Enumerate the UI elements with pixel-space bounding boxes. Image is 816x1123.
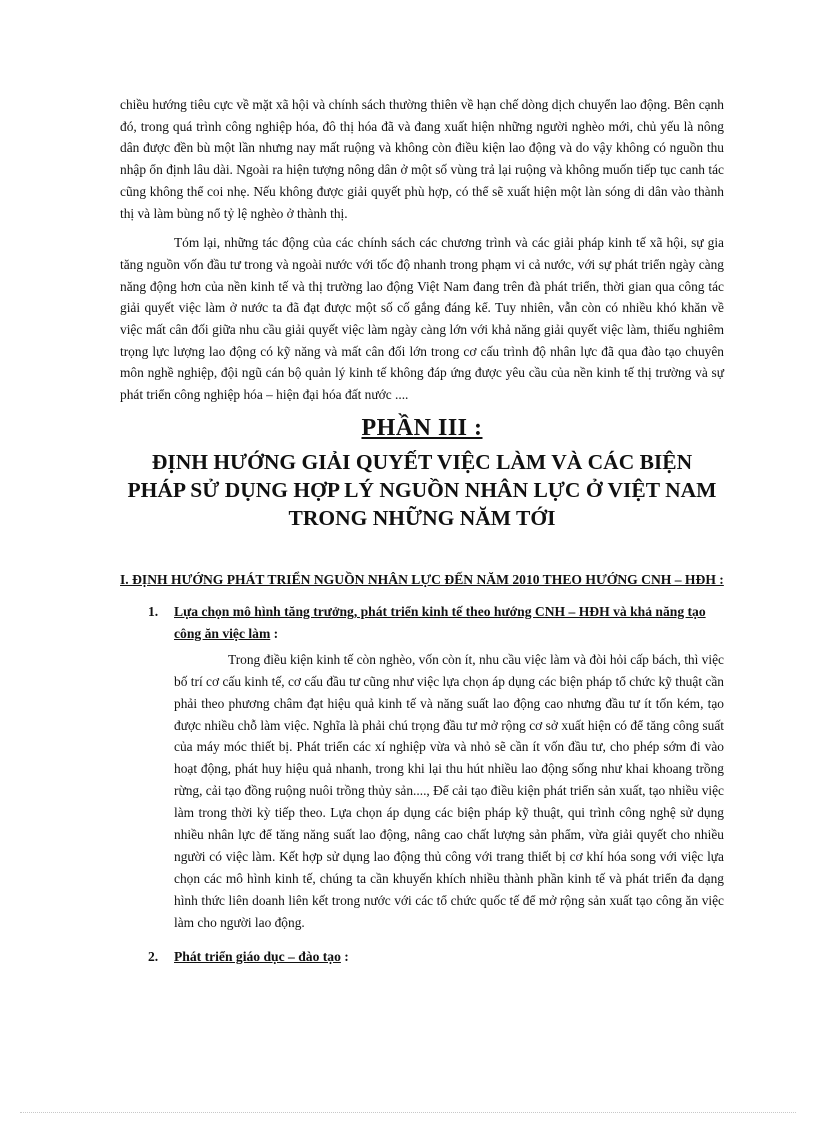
list-item-colon: :: [340, 948, 349, 964]
part-subtitle: ĐỊNH HƯỚNG GIẢI QUYẾT VIỆC LÀM VÀ CÁC BIỆN PHÁP SỬ DỤNG HỢP LÝ NGUỒN NHÂN LỰC Ở VIỆT NAM TRONG NHỮNG NĂM TỚI: [127, 449, 717, 530]
paragraph-summary: Tóm lại, những tác động của các chính sách các chương trình và các giải pháp kinh tế xã hội, sự gia tăng nguồn vốn đầu tư trong và ngoài nước với tốc độ nhanh trong phạm vi cả nước, với sự phát triển ngày càng năng động hơn của nền kinh tế và thị trường lao động Việt Nam đang trên đà phát triển, thời gian qua công tác giải quyết việc làm ở nước ta đã đạt được một số cố gắng đáng kể. Tuy nhiên, vẫn còn có nhiều khó khăn về việc mất cân đối giữa nhu cầu giải quyết việc làm ngày càng lớn với khả năng giải quyết việc làm, thiếu nghiêm trọng lực lượng lao động có kỹ năng và mất cân đối lớn trong cơ cấu trình độ nhân lực đã qua đào tạo chuyên môn nghề nghiệp, đội ngũ cán bộ quản lý kinh tế không đáp ứng được yêu cầu của nền kinh tế thị trường và sự phát triển công nghiệp hóa – hiện đại hóa đất nước ....: [120, 235, 724, 403]
list-item-2: [120, 946, 724, 968]
list-item-number: 1.: [148, 603, 159, 619]
list-item-title: Phát triển giáo dục – đào tạo: [174, 948, 341, 964]
list-item-title: Lựa chọn mô hình tăng trưởng, phát triển kinh tế theo hướng CNH – HĐH và khả năng tạo công ăn việc làm: [174, 603, 706, 641]
document-content: [120, 94, 724, 968]
paragraph-intro-1: chiều hướng tiêu cực về mặt xã hội và chính sách thường thiên về hạn chế dòng dịch chuyển lao động. Bên cạnh đó, trong quá trình công nghiệp hóa, đô thị hóa đã và đang xuất hiện những người nghèo mới, chủ yếu là nông dân được đền bù một lần nhưng nay mất ruộng và không còn điều kiện lao động và do vậy không có nguồn thu nhập ổn định lâu dài. Ngoài ra hiện tượng nông dân ở một số vùng trả lại ruộng và không muốn tiếp tục canh tác cũng không thể coi nhẹ. Nếu không được giải quyết phù hợp, có thể sẽ xuất hiện một làn sóng di dân vào thành thị và làm bùng nổ tỷ lệ nghèo ở thành thị.: [120, 97, 724, 221]
part-title: PHẦN III :: [361, 414, 483, 441]
list-item-paragraph: Trong điều kiện kinh tế còn nghèo, vốn còn ít, nhu cầu việc làm và đòi hỏi cấp bách, thì việc bố trí cơ cấu kinh tế, cơ cấu đầu tư cũng như việc lựa chọn áp dụng các biện pháp tổ chức kỹ thuật cần phải theo phương châm đạt hiệu quả kinh tế và năng suất lao động cao nhưng đầu tư ít tốn kém, tạo được nhiều chỗ làm việc. Nghĩa là phải chú trọng đầu tư mở rộng cơ sở xuất hiện có để tăng công suất của máy móc thiết bị. Phát triển các xí nghiệp vừa và nhỏ sẽ cần ít vốn đầu tư, cho phép sớm đi vào hoạt động, phát huy hiệu quả nhanh, trong khi lại thu hút nhiều lao động sống như khai khoang trồng rừng, cải tạo đồng ruộng nuôi trồng thủy sản...., Để cải tạo điều kiện phát triển sản xuất, tạo nhiều việc làm trong thời kỳ tiếp theo. Lựa chọn áp dụng các biện pháp kỹ thuật, qui trình công nghệ sử dụng nhiều nhân lực để tăng năng suất lao động, nâng cao chất lượng sản phẩm, vừa giải quyết cho nhiều người có việc làm. Kết hợp sử dụng lao động thủ công với trang thiết bị cơ khí hóa song với việc lựa chọn các mô hình kinh tế, chúng ta cần khuyến khích nhiều thành phần kinh tế và phát triển đa dạng hình thức liên doanh liên kết trong nước với các tổ chức quốc tế để mở rộng sản xuất tạo công ăn việc làm cho người lao động.: [174, 651, 724, 930]
page-bottom-divider: [20, 1112, 796, 1113]
list-item-number: 2.: [148, 948, 159, 964]
list-item-body: [120, 649, 724, 934]
section-heading: I. ĐỊNH HƯỚNG PHÁT TRIỂN NGUỒN NHÂN LỰC ĐẾN NĂM 2010 THEO HƯỚNG CNH – HĐH :: [120, 571, 724, 587]
list-item-1: [120, 601, 724, 645]
list-item-colon: :: [270, 625, 279, 641]
